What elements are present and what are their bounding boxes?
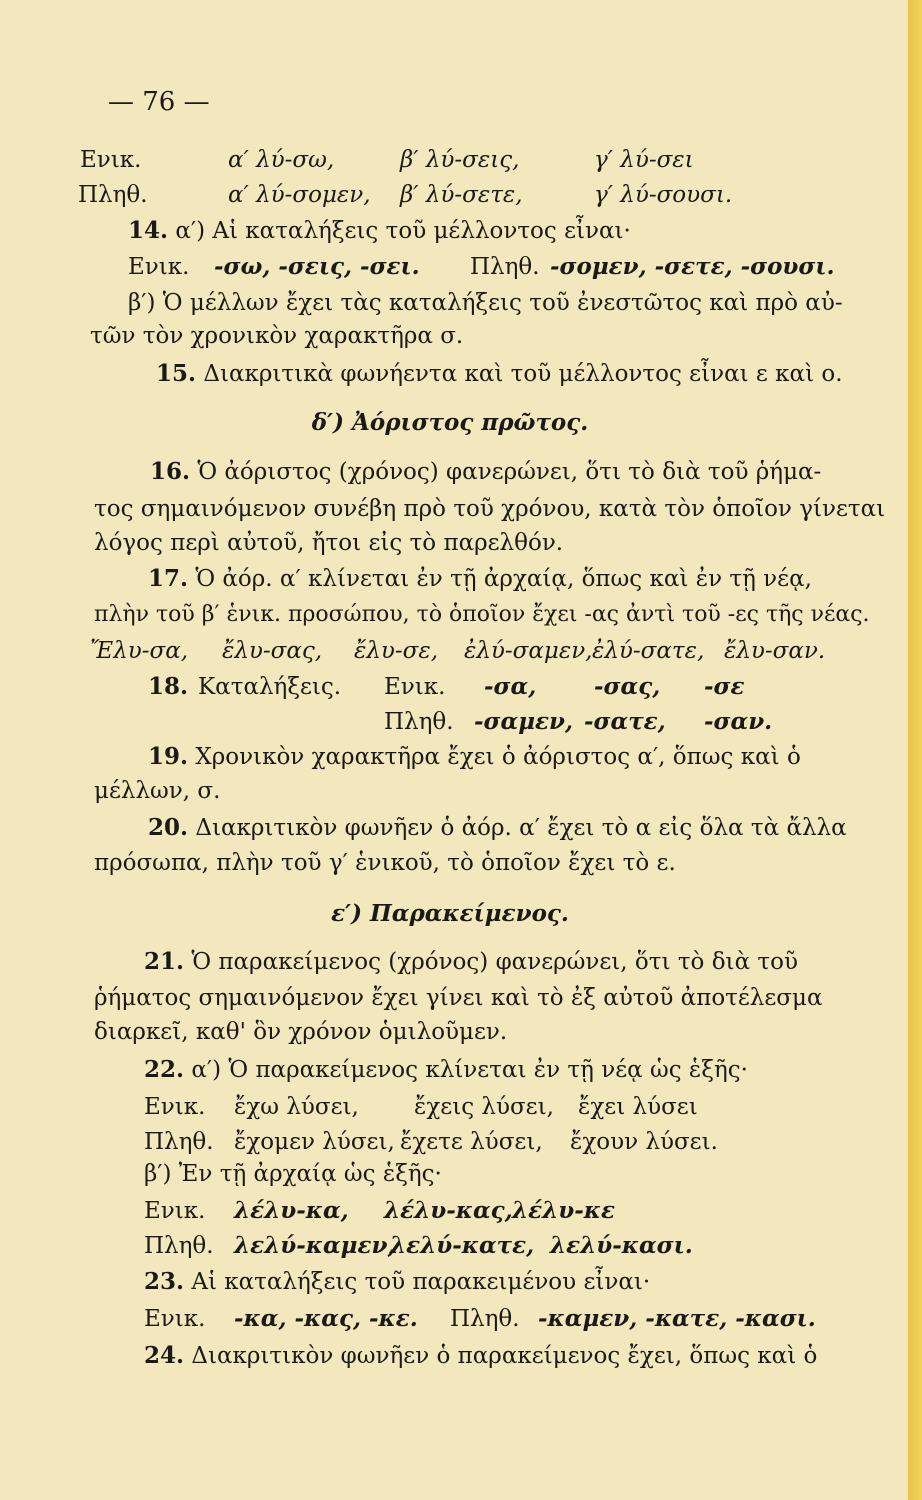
paragraph-22-line-b: β′) Ἐν τῇ ἀρχαίᾳ ὡς ἑξῆς· [144,1161,442,1187]
paragraph-14-line-1: 14. α′) Αἱ καταλήξεις τοῦ μέλλοντος εἶναι· [128,217,631,244]
form-3sg: γ′ λύ-σει [594,147,694,173]
form-2sg: β′ λύ-σεις, [400,147,520,173]
form-2pl: β′ λύ-σετε, [400,182,523,208]
paragraph-20-line-1: 20. Διακριτικὸν φωνῆεν ὁ ἀόρ. α′ ἔχει τὸ α εἰς ὅλα τὰ ἄλλα [148,814,847,841]
paragraph-14-line-4: τῶν τὸν χρονικὸν χαρακτῆρα σ. [90,323,464,349]
paragraph-19-line-2: μέλλων, σ. [94,778,221,804]
paragraph-17-line-2: πλὴν τοῦ β′ ἑνικ. προσώπου, τὸ ὁποῖον ἔχει -ας ἀντὶ τοῦ -ες τῆς νέας. [94,602,870,627]
paragraph-16-line-3: λόγος περὶ αὐτοῦ, ἤτοι εἰς τὸ παρελθόν. [94,530,564,556]
page-edge [908,0,922,1500]
form-3pl: γ′ λύ-σουσι. [594,182,733,208]
paragraph-16-line-2: τος σημαινόμενον συνέβη πρὸ τοῦ χρόνου, κατὰ τὸν ὁποῖον γίνεται [94,496,886,522]
paragraph-19-line-1: 19. Χρονικὸν χαρακτῆρα ἔχει ὁ ἀόριστος α′, ὅπως καὶ ὁ [148,743,801,770]
paragraph-14-line-3: β′) Ὁ μέλλων ἔχει τὰς καταλήξεις τοῦ ἐνεστῶτος καὶ πρὸ αὐ- [128,290,843,316]
paragraph-16-line-1: 16. Ὁ ἀόριστος (χρόνος) φανερώνει, ὅτι τὸ διὰ τοῦ ῥήμα- [150,458,822,485]
form-1sg: α′ λύ-σω, [228,147,335,173]
page-number: — 76 — [108,87,210,117]
paragraph-15: 15. Διακριτικὰ φωνήεντα καὶ τοῦ μέλλοντος εἶναι ε καὶ ο. [156,360,843,387]
plural-label: Πληθ. [78,182,148,208]
form-1pl: α′ λύ-σομεν, [228,182,371,208]
paragraph-20-line-2: πρόσωπα, πλὴν τοῦ γ′ ἑνικοῦ, τὸ ὁποῖον ἔχει τὸ ε. [94,850,676,876]
paragraph-22-line-1: 22. α′) Ὁ παρακείμενος κλίνεται ἐν τῇ νέᾳ ὡς ἑξῆς· [144,1056,748,1083]
paragraph-23-line-1: 23. Αἱ καταλήξεις τοῦ παρακειμένου εἶναι· [144,1268,651,1295]
singular-label: Ενικ. [80,147,142,173]
paragraph-21-line-2: ῥήματος σημαινόμενον ἔχει γίνει καὶ τὸ ἐξ αὐτοῦ ἀποτέλεσμα [94,985,823,1011]
paragraph-24-line-1: 24. Διακριτικὸν φωνῆεν ὁ παρακείμενος ἔχει, ὅπως καὶ ὁ [144,1342,818,1369]
paragraph-21-line-3: διαρκεῖ, καθ' ὃν χρόνον ὁμιλοῦμεν. [94,1019,508,1045]
paragraph-number: 14. [128,217,169,244]
section-heading-aorist: δ′) Ἀόριστος πρῶτος. [311,409,589,436]
paragraph-21-line-1: 21. Ὁ παρακείμενος (χρόνος) φανερώνει, ὅτι τὸ διὰ τοῦ [144,948,798,975]
paragraph-17-line-1: 17. Ὁ ἀόρ. α′ κλίνεται ἐν τῇ ἀρχαίᾳ, ὅπως καὶ ἐν τῇ νέᾳ, [148,565,812,592]
book-page: — 76 — Ενικ. α′ λύ-σω, β′ λύ-σεις, γ′ λύ-σει Πληθ. α′ λύ-σομεν, β′ λύ-σετε, γ′ λύ-σουσι. 14. α′) Αἱ καταλήξεις τοῦ μέλλοντος εἶναι· Ενικ. -σω, -σεις, -σει. Πληθ. -σομεν, -σετε, -σουσι. β′) Ὁ μέλλων ἔχει τὰς καταλήξεις τοῦ ἐνεστῶτος καὶ πρὸ αὐ- τῶν τὸν χρονικὸν χαρακτῆρα σ. 15. Διακριτικὰ φωνήεντα καὶ τοῦ μέλλοντος εἶναι ε καὶ ο. δ′) Ἀόριστος πρῶτος. 16. Ὁ ἀόριστος (χρόνος) φανερώνει, ὅτι τὸ διὰ τοῦ ῥήμα- τος σημαινόμενον συνέβη πρὸ τοῦ χρόνου, κατὰ τὸν ὁποῖον γίνεται λόγος περὶ αὐτοῦ, ἤτοι εἰς τὸ παρελθόν. 17. Ὁ ἀόρ. α′ κλίνεται ἐν τῇ ἀρχαίᾳ, ὅπως καὶ ἐν τῇ νέᾳ, πλὴν τοῦ β′ ἑνικ. προσώπου, τὸ ὁποῖον ἔχει -ας ἀντὶ τοῦ -ες τῆς νέας. Ἔλυ-σα, ἔλυ-σας, ἔλυ-σε, ἐλύ-σαμεν, ἐλύ-σατε, ἔλυ-σαν. 18. Καταλήξεις. Ενικ. -σα, -σας, -σε Πληθ. -σαμεν, -σατε, -σαν. 19. Χρονικὸν χαρακτῆρα ἔχει ὁ ἀόριστος α′, ὅπως καὶ ὁ μέλλων, σ. 20. Διακριτικὸν φωνῆεν ὁ ἀόρ. α′ ἔχει τὸ α εἰς ὅλα τὰ ἄλλα πρόσωπα, πλὴν τοῦ γ′ ἑνικοῦ, τὸ ὁποῖον ἔχει τὸ ε. ε′) Παρακείμενος. 21. Ὁ παρακείμενος (χρόνος) φανερώνει, ὅτι τὸ διὰ τοῦ ῥήματος σημαινόμενον ἔχει γίνει καὶ τὸ ἐξ αὐτοῦ ἀποτέλεσμα διαρκεῖ, καθ' ὃν χρόνον ὁμιλοῦμεν. 22. α′) Ὁ παρακείμενος κλίνεται ἐν τῇ νέᾳ ὡς ἑξῆς· Ενικ. ἔχω λύσει, ἔχεις λύσει, ἔχει λύσει Πληθ. ἔχομεν λύσει, ἔχετε λύσει, ἔχουν λύσει. β′) Ἐν τῇ ἀρχαίᾳ ὡς ἑξῆς· Ενικ. λέλυ-κα, λέλυ-κας, λέλυ-κε Πληθ. λελύ-καμεν, λελύ-κατε, λελύ-κασι. 23. Αἱ καταλήξεις τοῦ παρακειμένου εἶναι· Ενικ. -κα, -κας, -κε. Πληθ. -καμεν, -κατε, -κασι. 24. Διακριτικὸν φωνῆεν ὁ παρακείμενος ἔχει, ὅπως καὶ ὁ [0,0,900,1500]
section-heading-perfect: ε′) Παρακείμενος. [331,900,569,927]
